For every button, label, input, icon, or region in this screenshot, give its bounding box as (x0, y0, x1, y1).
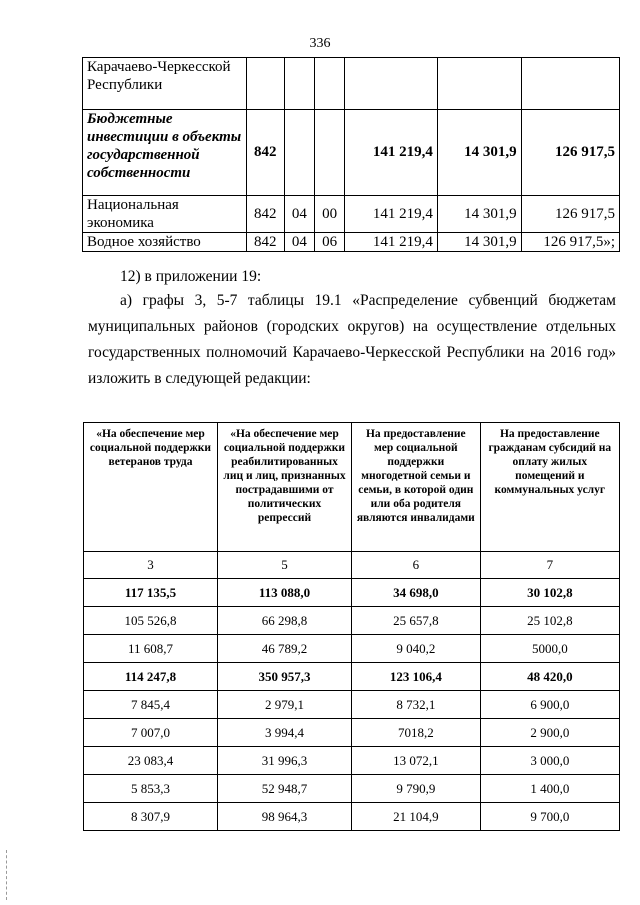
table-row (84, 579, 620, 607)
table-cell: 9 700,0 (480, 803, 619, 831)
section-cell (284, 58, 314, 110)
table-row (84, 775, 620, 803)
amount-cell: 141 219,4 (345, 196, 438, 233)
table-cell: 21 104,9 (352, 803, 481, 831)
code-cell: 842 (246, 196, 284, 233)
amount-cell (437, 58, 521, 110)
column-number: 3 (84, 552, 218, 579)
header-row (84, 423, 620, 552)
table-cell: 52 948,7 (218, 775, 352, 803)
table-cell: 7018,2 (352, 719, 481, 747)
table-cell: 48 420,0 (480, 663, 619, 691)
section-cell (284, 110, 314, 196)
table-cell: 34 698,0 (352, 579, 481, 607)
table-cell: 25 102,8 (480, 607, 619, 635)
table-cell: 3 000,0 (480, 747, 619, 775)
table-cell: 9 790,9 (352, 775, 481, 803)
column-number: 5 (218, 552, 352, 579)
amount-cell: 14 301,9 (437, 110, 521, 196)
subsection-cell (314, 110, 344, 196)
table-cell: 2 900,0 (480, 719, 619, 747)
table-cell: 350 957,3 (218, 663, 352, 691)
table-cell: 25 657,8 (352, 607, 481, 635)
budget-table-row (83, 58, 620, 110)
subsection-cell (314, 58, 344, 110)
column-number: 6 (352, 552, 481, 579)
section-cell: 04 (284, 196, 314, 233)
table-cell: 5000,0 (480, 635, 619, 663)
amount-cell: 126 917,5 (521, 196, 619, 233)
budget-table-row (83, 196, 620, 233)
table-cell: 66 298,8 (218, 607, 352, 635)
header-col-6: На предоставление мер социальной поддержки многодетной семьи и семьи, в которой один или оба родителя являются инвалидами (352, 423, 481, 552)
table-cell: 114 247,8 (84, 663, 218, 691)
table-cell: 7 845,4 (84, 691, 218, 719)
row-name: Национальная экономика (83, 196, 247, 233)
margin-mark (6, 850, 8, 900)
table-cell: 8 732,1 (352, 691, 481, 719)
table-cell: 23 083,4 (84, 747, 218, 775)
amount-cell: 126 917,5 (521, 110, 619, 196)
item-12-intro: 12) в приложении 19: (120, 268, 262, 285)
table-cell: 9 040,2 (352, 635, 481, 663)
subsection-cell: 06 (314, 233, 344, 252)
table-cell: 98 964,3 (218, 803, 352, 831)
budget-table-row (83, 233, 620, 252)
amount-cell: 14 301,9 (437, 196, 521, 233)
header-col-5: «На обеспечение мер социальной поддержки реабилитированных лиц и лиц, признанных пострадавшими от политических репрессий (218, 423, 352, 552)
table-row (84, 803, 620, 831)
table-row (84, 747, 620, 775)
table-row (84, 607, 620, 635)
table-cell: 113 088,0 (218, 579, 352, 607)
amount-cell: 141 219,4 (345, 110, 438, 196)
table-cell: 5 853,3 (84, 775, 218, 803)
amount-cell: 141 219,4 (345, 233, 438, 252)
table-cell: 1 400,0 (480, 775, 619, 803)
table-cell: 3 994,4 (218, 719, 352, 747)
code-cell: 842 (246, 233, 284, 252)
row-name: Водное хозяйство (83, 233, 247, 252)
table-cell: 7 007,0 (84, 719, 218, 747)
table-row (84, 691, 620, 719)
row-name: Бюджетные инвестиции в объекты государственной собственности (83, 110, 247, 196)
row-name: Карачаево-Черкесской Республики (83, 58, 247, 110)
budget-table-row (83, 110, 620, 196)
column-number-row (84, 552, 620, 579)
table-cell: 30 102,8 (480, 579, 619, 607)
code-cell (246, 58, 284, 110)
item-a-paragraph: а) графы 3, 5-7 таблицы 19.1 «Распределение субвенций бюджетам муниципальных районов (городских округов) на осуществление отдельных государственных полномочий Карачаево-Черкесской Республики на 2016 год» изложить в следующей редакции: (88, 292, 616, 387)
amount-cell: 126 917,5»; (521, 233, 619, 252)
column-number: 7 (480, 552, 619, 579)
section-cell: 04 (284, 233, 314, 252)
table-cell: 11 608,7 (84, 635, 218, 663)
table-cell: 2 979,1 (218, 691, 352, 719)
table-row (84, 635, 620, 663)
table-cell: 6 900,0 (480, 691, 619, 719)
subventions-table (83, 422, 620, 831)
budget-table (82, 57, 620, 252)
table-cell: 31 996,3 (218, 747, 352, 775)
table-row (84, 663, 620, 691)
header-col-3: «На обеспечение мер социальной поддержки ветеранов труда (84, 423, 218, 552)
page-number: 336 (309, 36, 331, 51)
table-cell: 8 307,9 (84, 803, 218, 831)
header-col-7: На предоставление гражданам субсидий на оплату жилых помещений и коммунальных услуг (480, 423, 619, 552)
table-cell: 46 789,2 (218, 635, 352, 663)
amount-cell: 14 301,9 (437, 233, 521, 252)
amount-cell (521, 58, 619, 110)
table-row (84, 719, 620, 747)
table-cell: 105 526,8 (84, 607, 218, 635)
code-cell: 842 (246, 110, 284, 196)
table-cell: 13 072,1 (352, 747, 481, 775)
table-cell: 117 135,5 (84, 579, 218, 607)
table-cell: 123 106,4 (352, 663, 481, 691)
subsection-cell: 00 (314, 196, 344, 233)
amount-cell (345, 58, 438, 110)
